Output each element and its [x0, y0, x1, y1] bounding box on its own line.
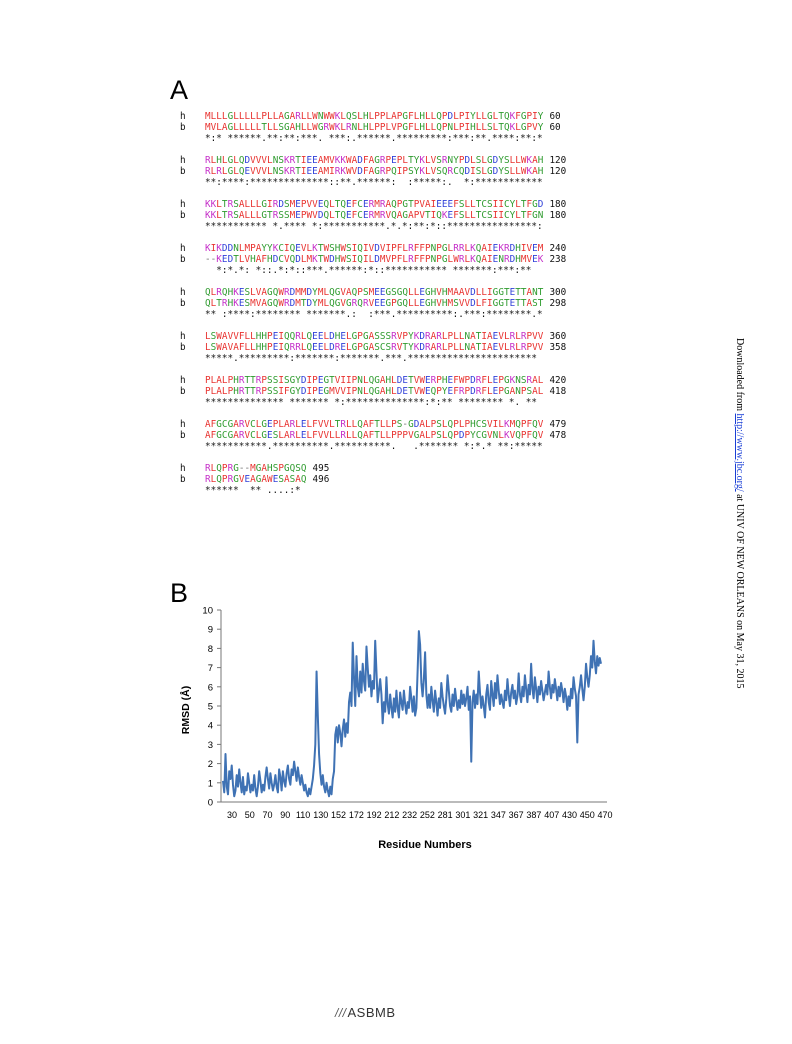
consensus-symbols: **:****:**************::**.******: :*****:. *:************: [205, 177, 543, 189]
alignment-row-consensus: [180, 353, 566, 364]
consensus-indent: [180, 485, 205, 496]
alignment-block: [180, 331, 566, 365]
consensus-indent: [180, 221, 205, 232]
alignment-row-consensus: [180, 265, 566, 276]
sequence-position: 298: [549, 298, 567, 309]
sequence-residues: KKLTRSALLLGTRSSMEPWVDQLTQEFCERMRVQAGAPVTIQKEFSLLTCSIICYLTFGN: [205, 210, 544, 222]
alignment-block: [180, 155, 566, 189]
asbmb-logo-mark: ///: [335, 1006, 347, 1020]
y-tick-label: 10: [202, 605, 213, 617]
sequence-label: b: [180, 341, 186, 353]
download-notice-prefix: Downloaded from: [734, 338, 745, 414]
alignment-block: [180, 111, 566, 145]
alignment-row: [180, 463, 566, 474]
sequence-residues: --KEDTLVHAFHDCVQDLMKTWDHWSIQILDMVPFLRFFPNPGLWRLKQAIENRDHMVEK: [205, 254, 544, 266]
x-tick-label: 301: [455, 810, 471, 820]
sequence-residues: AFGCGARVCLGEPLARLELFVVLTRLLQAFTLLPS-GDALPSLQPLPHCSVILKMQPFQV: [205, 418, 544, 430]
sequence-label: b: [180, 122, 186, 134]
sequence-label: b: [180, 385, 186, 397]
sequence-residues: MLLLGLLLLLPLLAGARLLWNWWKLQSLHLPPLAPGFLHLLQPDLPIYLLGLTQKFGPIY: [205, 111, 544, 122]
y-tick-label: 5: [207, 701, 213, 713]
consensus-indent: [180, 265, 205, 276]
consensus-symbols: *:*.*: *::.*:*::***.******:*::*********** *******:***:**: [205, 265, 532, 277]
y-axis-label: RMSD (Å): [180, 685, 192, 735]
consensus-symbols: ** :****:******** *******.: :***.**********:.***:********.*: [205, 309, 543, 321]
y-tick-label: 7: [207, 663, 213, 675]
sequence-label: b: [180, 254, 186, 266]
y-tick-label: 3: [207, 739, 213, 751]
y-tick-label: 8: [207, 643, 213, 655]
alignment-row-consensus: [180, 221, 566, 232]
sequence-residues: AFGCGARVCLGESLARLELFVVLLRLLQAFTLLPPPVGALPSLQPDPYCGVNLKVQPFQV: [205, 429, 544, 441]
sequence-label: h: [180, 374, 186, 386]
sequence-position: 60: [549, 111, 561, 122]
alignment-row-consensus: [180, 397, 566, 408]
alignment-row: [180, 166, 566, 177]
y-tick-label: 6: [207, 682, 213, 694]
x-tick-label: 212: [384, 810, 400, 820]
alignment-row: [180, 111, 566, 122]
alignment-row: [180, 287, 566, 298]
sequence-residues: RLQPRG--MGAHSPGQSQ: [205, 462, 307, 474]
download-notice-suffix: at UNIV OF NEW ORLEANS on May 31, 2015: [734, 491, 745, 689]
sequence-label: b: [180, 298, 186, 309]
consensus-symbols: *****.*********:*******:*******.***.***********************: [205, 353, 538, 365]
alignment-row: [180, 386, 566, 397]
alignment-block: [180, 243, 566, 277]
x-tick-label: 387: [526, 810, 542, 820]
sequence-label: b: [180, 210, 186, 222]
x-tick-label: 281: [437, 810, 453, 820]
alignment-block: [180, 287, 566, 321]
sequence-residues: MVLAGLLLLLTLLSGAHLLWGRWKLRNLHLPPLVPGFLHLLQPNLPIHLLSLTQKLGPVY: [205, 122, 544, 134]
x-tick-label: 90: [280, 810, 291, 820]
y-tick-label: 1: [207, 778, 213, 790]
sequence-residues: QLRQHKESLVAGQWRDMMDYMLQGVAQPSMEEGSGQLLEGHVHMAAVDLLIGGTETTANT: [205, 286, 544, 298]
sequence-label: h: [180, 242, 186, 254]
y-tick-label: 4: [207, 720, 213, 732]
sequence-position: 496: [312, 473, 330, 485]
sequence-residues: QLTRHKESMVAGQWRDMTDYMLQGVGRQRVEEGPGQLLEGHVHMSVVDLFIGGTETTAST: [205, 298, 544, 309]
x-tick-label: 430: [561, 810, 577, 820]
consensus-symbols: *********** *.**** *:***********.*.*:**:*::****************:: [205, 221, 543, 233]
sequence-label: b: [180, 429, 186, 441]
consensus-symbols: ****** ** ....:*: [205, 485, 301, 496]
asbmb-logo: [335, 1005, 396, 1020]
jbc-link[interactable]: http://www.jbc.org/: [734, 413, 745, 492]
alignment-row: [180, 298, 566, 309]
sequence-position: 120: [549, 166, 567, 178]
x-tick-label: 407: [544, 810, 560, 820]
panel-label-b: B: [170, 578, 189, 608]
sequence-label: h: [180, 418, 186, 430]
sequence-position: 240: [549, 242, 567, 254]
rmsd-line-chart: [175, 600, 615, 865]
asbmb-logo-text: ASBMB: [347, 1005, 396, 1020]
consensus-indent: [180, 133, 205, 144]
x-tick-label: 50: [244, 810, 255, 820]
sequence-residues: RLQPRGVEAGAWESASAQ: [205, 473, 307, 485]
sequence-label: h: [180, 330, 186, 342]
alignment-row: [180, 243, 566, 254]
x-tick-label: 70: [262, 810, 273, 820]
x-tick-label: 347: [490, 810, 506, 820]
consensus-symbols: ***********.**********.**********. .******* *:*.* **:*****: [205, 441, 543, 453]
x-tick-label: 450: [579, 810, 595, 820]
sequence-residues: LSWAVAFLLHHPEIQRRLQEELDRELGPGASCSRVTYKDRARLPLLNATIAEVLRLRPVV: [205, 341, 544, 353]
sequence-label: h: [180, 286, 186, 298]
consensus-indent: [180, 309, 205, 320]
alignment-block: [180, 375, 566, 409]
sequence-position: 420: [549, 374, 567, 386]
consensus-indent: [180, 397, 205, 408]
sequence-label: b: [180, 473, 186, 485]
x-tick-label: 367: [508, 810, 524, 820]
alignment-row: [180, 342, 566, 353]
alignment-row: [180, 199, 566, 210]
x-axis-label: Residue Numbers: [378, 839, 472, 851]
sequence-label: h: [180, 198, 186, 210]
alignment-row: [180, 419, 566, 430]
alignment-row: [180, 474, 566, 485]
alignment-row-consensus: [180, 485, 566, 496]
sequence-position: 360: [549, 330, 567, 342]
sequence-residues: LSWAVVFLLHHPEIQQRLQEELDHELGPGASSSRVPYKDRARLPLLNATIAEVLRLRPVV: [205, 330, 544, 342]
consensus-indent: [180, 353, 205, 364]
sequence-label: h: [180, 111, 186, 122]
alignment-block: [180, 463, 566, 497]
x-tick-label: 110: [295, 810, 311, 820]
sequence-position: 495: [312, 462, 330, 474]
consensus-indent: [180, 177, 205, 188]
y-tick-label: 0: [207, 797, 213, 809]
x-tick-label: 470: [597, 810, 613, 820]
panel-label-a: A: [170, 75, 189, 105]
sequence-residues: PLALPHRTTRPSSIFGYDIPEGMVVIPNLQGAHLDETVWEQPYEFRPDRFLEPGANPSAL: [205, 385, 544, 397]
x-tick-label: 30: [226, 810, 238, 820]
sequence-position: 478: [549, 429, 567, 441]
sequence-position: 300: [549, 286, 567, 298]
download-notice: [734, 338, 745, 689]
sequence-position: 120: [549, 154, 567, 166]
sequence-position: 60: [549, 122, 561, 134]
x-tick-label: 172: [348, 810, 364, 820]
rmsd-series-line: [223, 631, 601, 796]
sequence-position: 180: [549, 198, 567, 210]
alignment-row: [180, 331, 566, 342]
y-axis: [202, 606, 221, 809]
x-tick-label: 252: [419, 810, 435, 820]
alignment-row-consensus: [180, 177, 566, 188]
sequence-residues: PLALPHRTTRPSSISGYDIPEGTVIIPNLQGAHLDETVWERPHEFWPDRFLEPGKNSRAL: [205, 374, 544, 386]
x-tick-label: 152: [331, 810, 347, 820]
x-axis: [221, 802, 613, 820]
alignment-row-consensus: [180, 309, 566, 320]
sequence-position: 479: [549, 418, 567, 430]
x-tick-label: 130: [313, 810, 329, 820]
sequence-alignment: [180, 111, 566, 507]
alignment-row-consensus: [180, 133, 566, 144]
sequence-residues: RLRLGLQEVVVLNSKRTIEEAMIRKWVDFAGRPQIPSYKLVSQRCQDISLGDYSLLWKAH: [205, 166, 544, 178]
alignment-row-consensus: [180, 441, 566, 452]
alignment-row: [180, 122, 566, 133]
consensus-symbols: ************** ******* *:**************:*:** ******** *. **: [205, 397, 538, 409]
y-tick-label: 2: [207, 759, 213, 771]
sequence-label: b: [180, 166, 186, 178]
sequence-position: 418: [549, 385, 567, 397]
sequence-position: 358: [549, 341, 567, 353]
alignment-block: [180, 419, 566, 453]
consensus-indent: [180, 441, 205, 452]
sequence-residues: KIKDDNLMPAYYKCIQEVLKTWSHWSIQIVDVIPFLRFFPNPGLRRLKQAIEKRDHIVEM: [205, 242, 544, 254]
alignment-row: [180, 254, 566, 265]
alignment-row: [180, 430, 566, 441]
alignment-block: [180, 199, 566, 233]
alignment-row: [180, 155, 566, 166]
sequence-position: 238: [549, 254, 567, 266]
alignment-row: [180, 210, 566, 221]
sequence-label: h: [180, 154, 186, 166]
x-tick-label: 192: [366, 810, 382, 820]
x-tick-label: 232: [402, 810, 418, 820]
consensus-symbols: *:* ******.**:**:***. ***:.******.*********:***:**.****:**:*: [205, 133, 543, 145]
alignment-row: [180, 375, 566, 386]
x-tick-label: 321: [473, 810, 489, 820]
sequence-label: h: [180, 462, 186, 474]
sequence-residues: RLHLGLQDVVVLNSKRTIEEAMVKKWADFAGRPEPLTYKLVSRNYPDLSLGDYSLLWKAH: [205, 154, 544, 166]
sequence-residues: KKLTRSALLLGIRDSMEPVVEQLTQEFCERMRAQPGTPVAIEEEFSLLTCSIICYLTFGD: [205, 198, 544, 210]
sequence-position: 180: [549, 210, 567, 222]
y-tick-label: 9: [207, 624, 213, 636]
